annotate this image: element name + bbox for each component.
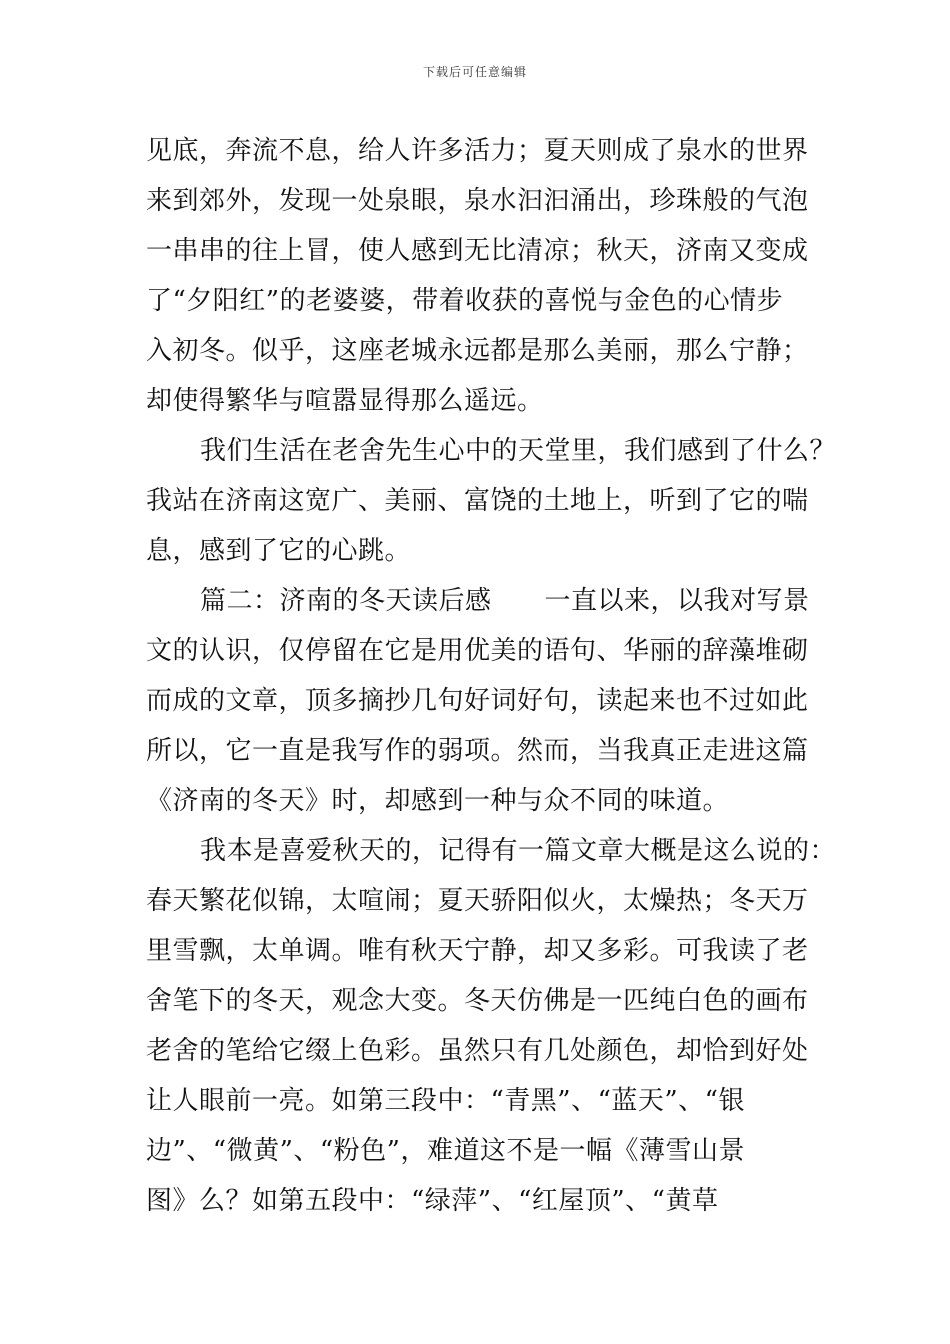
text-line: 来到郊外，发现一处泉眼，泉水汩汩涌出，珍珠般的气泡: [146, 186, 809, 216]
text-line: 图》么？如第五段中：“绿萍”、“红屋顶”、“黄草: [146, 1186, 719, 1216]
text-line: 文的认识，仅停留在它是用优美的语句、华丽的辞藻堆砌: [146, 636, 809, 666]
text-line: 而成的文章，顶多摘抄几句好词好句，读起来也不过如此: [146, 686, 809, 716]
text-line: 让人眼前一亮。如第三段中：“青黑”、“蓝天”、“银: [146, 1086, 745, 1116]
text-line: 舍笔下的冬天，观念大变。冬天仿佛是一匹纯白色的画布: [146, 986, 809, 1016]
paragraph-first-line: 我本是喜爱秋天的，记得有一篇文章大概是这么说的：: [200, 836, 837, 866]
paragraph-first-line: 我们生活在老舍先生心中的天堂里，我们感到了什么？: [200, 436, 837, 466]
text-line: 我站在济南这宽广、美丽、富饶的土地上，听到了它的喘: [146, 486, 809, 516]
text-line: 息，感到了它的心跳。: [146, 536, 412, 566]
text-line: 春天繁花似锦，太喧闹；夏天骄阳似火，太燥热；冬天万: [146, 886, 809, 916]
paragraph-first-line: 篇二：济南的冬天读后感 一直以来，以我对写景: [200, 586, 810, 616]
text-line: 边”、“微黄”、“粉色”，难道这不是一幅《薄雪山景: [146, 1136, 745, 1166]
text-line: 里雪飘，太单调。唯有秋天宁静，却又多彩。可我读了老: [146, 936, 809, 966]
document-body: [146, 126, 837, 1226]
text-line: 老舍的笔给它缀上色彩。虽然只有几处颜色，却恰到好处: [146, 1036, 809, 1066]
text-line: 一串串的往上冒，使人感到无比清凉；秋天，济南又变成: [146, 236, 809, 266]
text-line: 了“夕阳红”的老婆婆，带着收获的喜悦与金色的心情步: [146, 286, 784, 316]
text-line: 见底，奔流不息，给人许多活力；夏天则成了泉水的世界: [146, 136, 809, 166]
text-line: 却使得繁华与喧嚣显得那么遥远。: [146, 386, 544, 416]
text-line: 所以，它一直是我写作的弱项。然而，当我真正走进这篇: [146, 736, 809, 766]
page-header: 下载后可任意编辑: [422, 65, 527, 79]
text-line: 《济南的冬天》时，却感到一种与众不同的味道。: [146, 786, 730, 816]
text-line: 入初冬。似乎，这座老城永远都是那么美丽，那么宁静；: [146, 336, 809, 366]
